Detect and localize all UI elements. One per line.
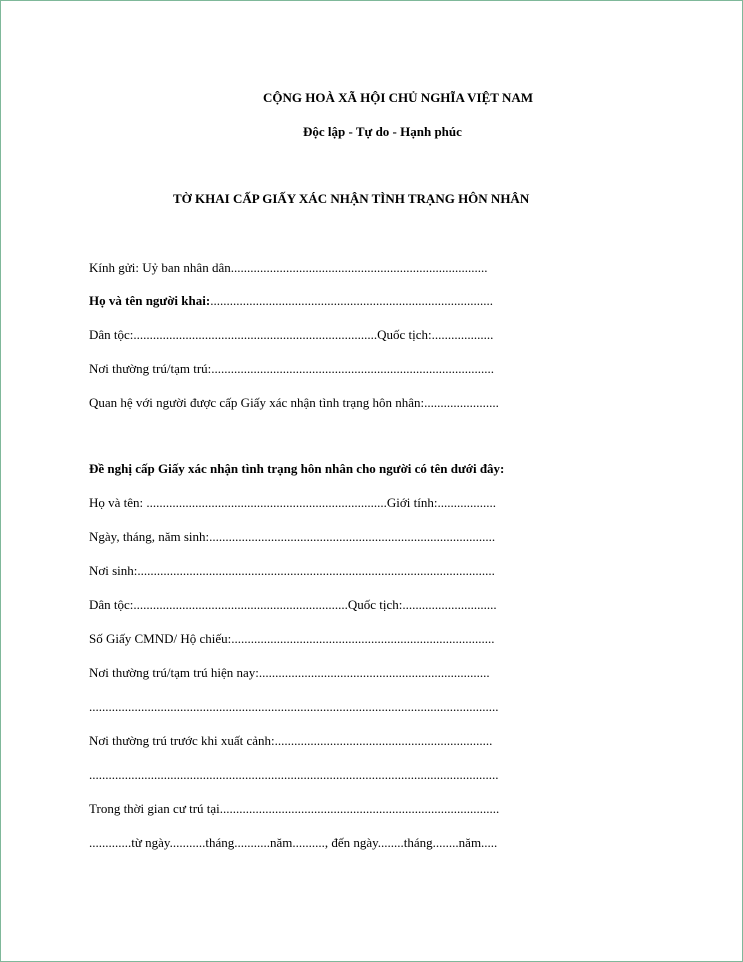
request-heading: Đề nghị cấp Giấy xác nhận tình trạng hôn nhân cho người có tên dưới đây: [89, 461, 505, 476]
motto: Độc lập - Tự do - Hạnh phúc [303, 124, 462, 139]
declarant-name-line [89, 293, 493, 309]
declarant-residence-line: Nơi thường trú/tạm trú:....................................................................................... [89, 361, 495, 376]
declarant-name-label: Họ và tên người khai: [89, 293, 211, 308]
date-range-line: .............từ ngày...........tháng...........năm.........., đến ngày........tháng........năm..... [89, 835, 498, 850]
pre-departure-residence-line: Nơi thường trú trước khi xuất cảnh:................................................................... [89, 733, 493, 748]
recipient-line: Kính gửi: Uỷ ban nhân dân............................................................................... [89, 260, 488, 275]
fullname-gender-line: Họ và tên: ..........................................................................Giới tính:.................. [89, 495, 496, 510]
current-residence-continuation: .............................................................................................................................. [89, 699, 499, 714]
country-heading: CỘNG HOÀ XÃ HỘI CHỦ NGHĨA VIỆT NAM [263, 90, 534, 105]
declarant-ethnicity-line: Dân tộc:...........................................................................Quốc tịch:................... [89, 327, 494, 342]
dob-line: Ngày, tháng, năm sinh:........................................................................................ [89, 529, 496, 544]
declarant-name-blank: ....................................................................................... [210, 293, 493, 308]
id-passport-line: Số Giấy CMND/ Hộ chiếu:................................................................................. [89, 631, 495, 646]
form-title: TỜ KHAI CẤP GIẤY XÁC NHẬN TÌNH TRẠNG HÔN NHÂN [173, 191, 530, 206]
stay-period-line: Trong thời gian cư trú tại...................................................................................... [89, 801, 500, 816]
ethnicity-nationality-line: Dân tộc:..................................................................Quốc tịch:............................. [89, 597, 497, 612]
pre-departure-residence-continuation: .............................................................................................................................. [89, 767, 499, 782]
relationship-line: Quan hệ với người được cấp Giấy xác nhận tình trạng hôn nhân:....................... [89, 395, 499, 410]
birthplace-line: Nơi sinh:.............................................................................................................. [89, 563, 495, 578]
current-residence-line: Nơi thường trú/tạm trú hiện nay:....................................................................... [89, 665, 490, 680]
